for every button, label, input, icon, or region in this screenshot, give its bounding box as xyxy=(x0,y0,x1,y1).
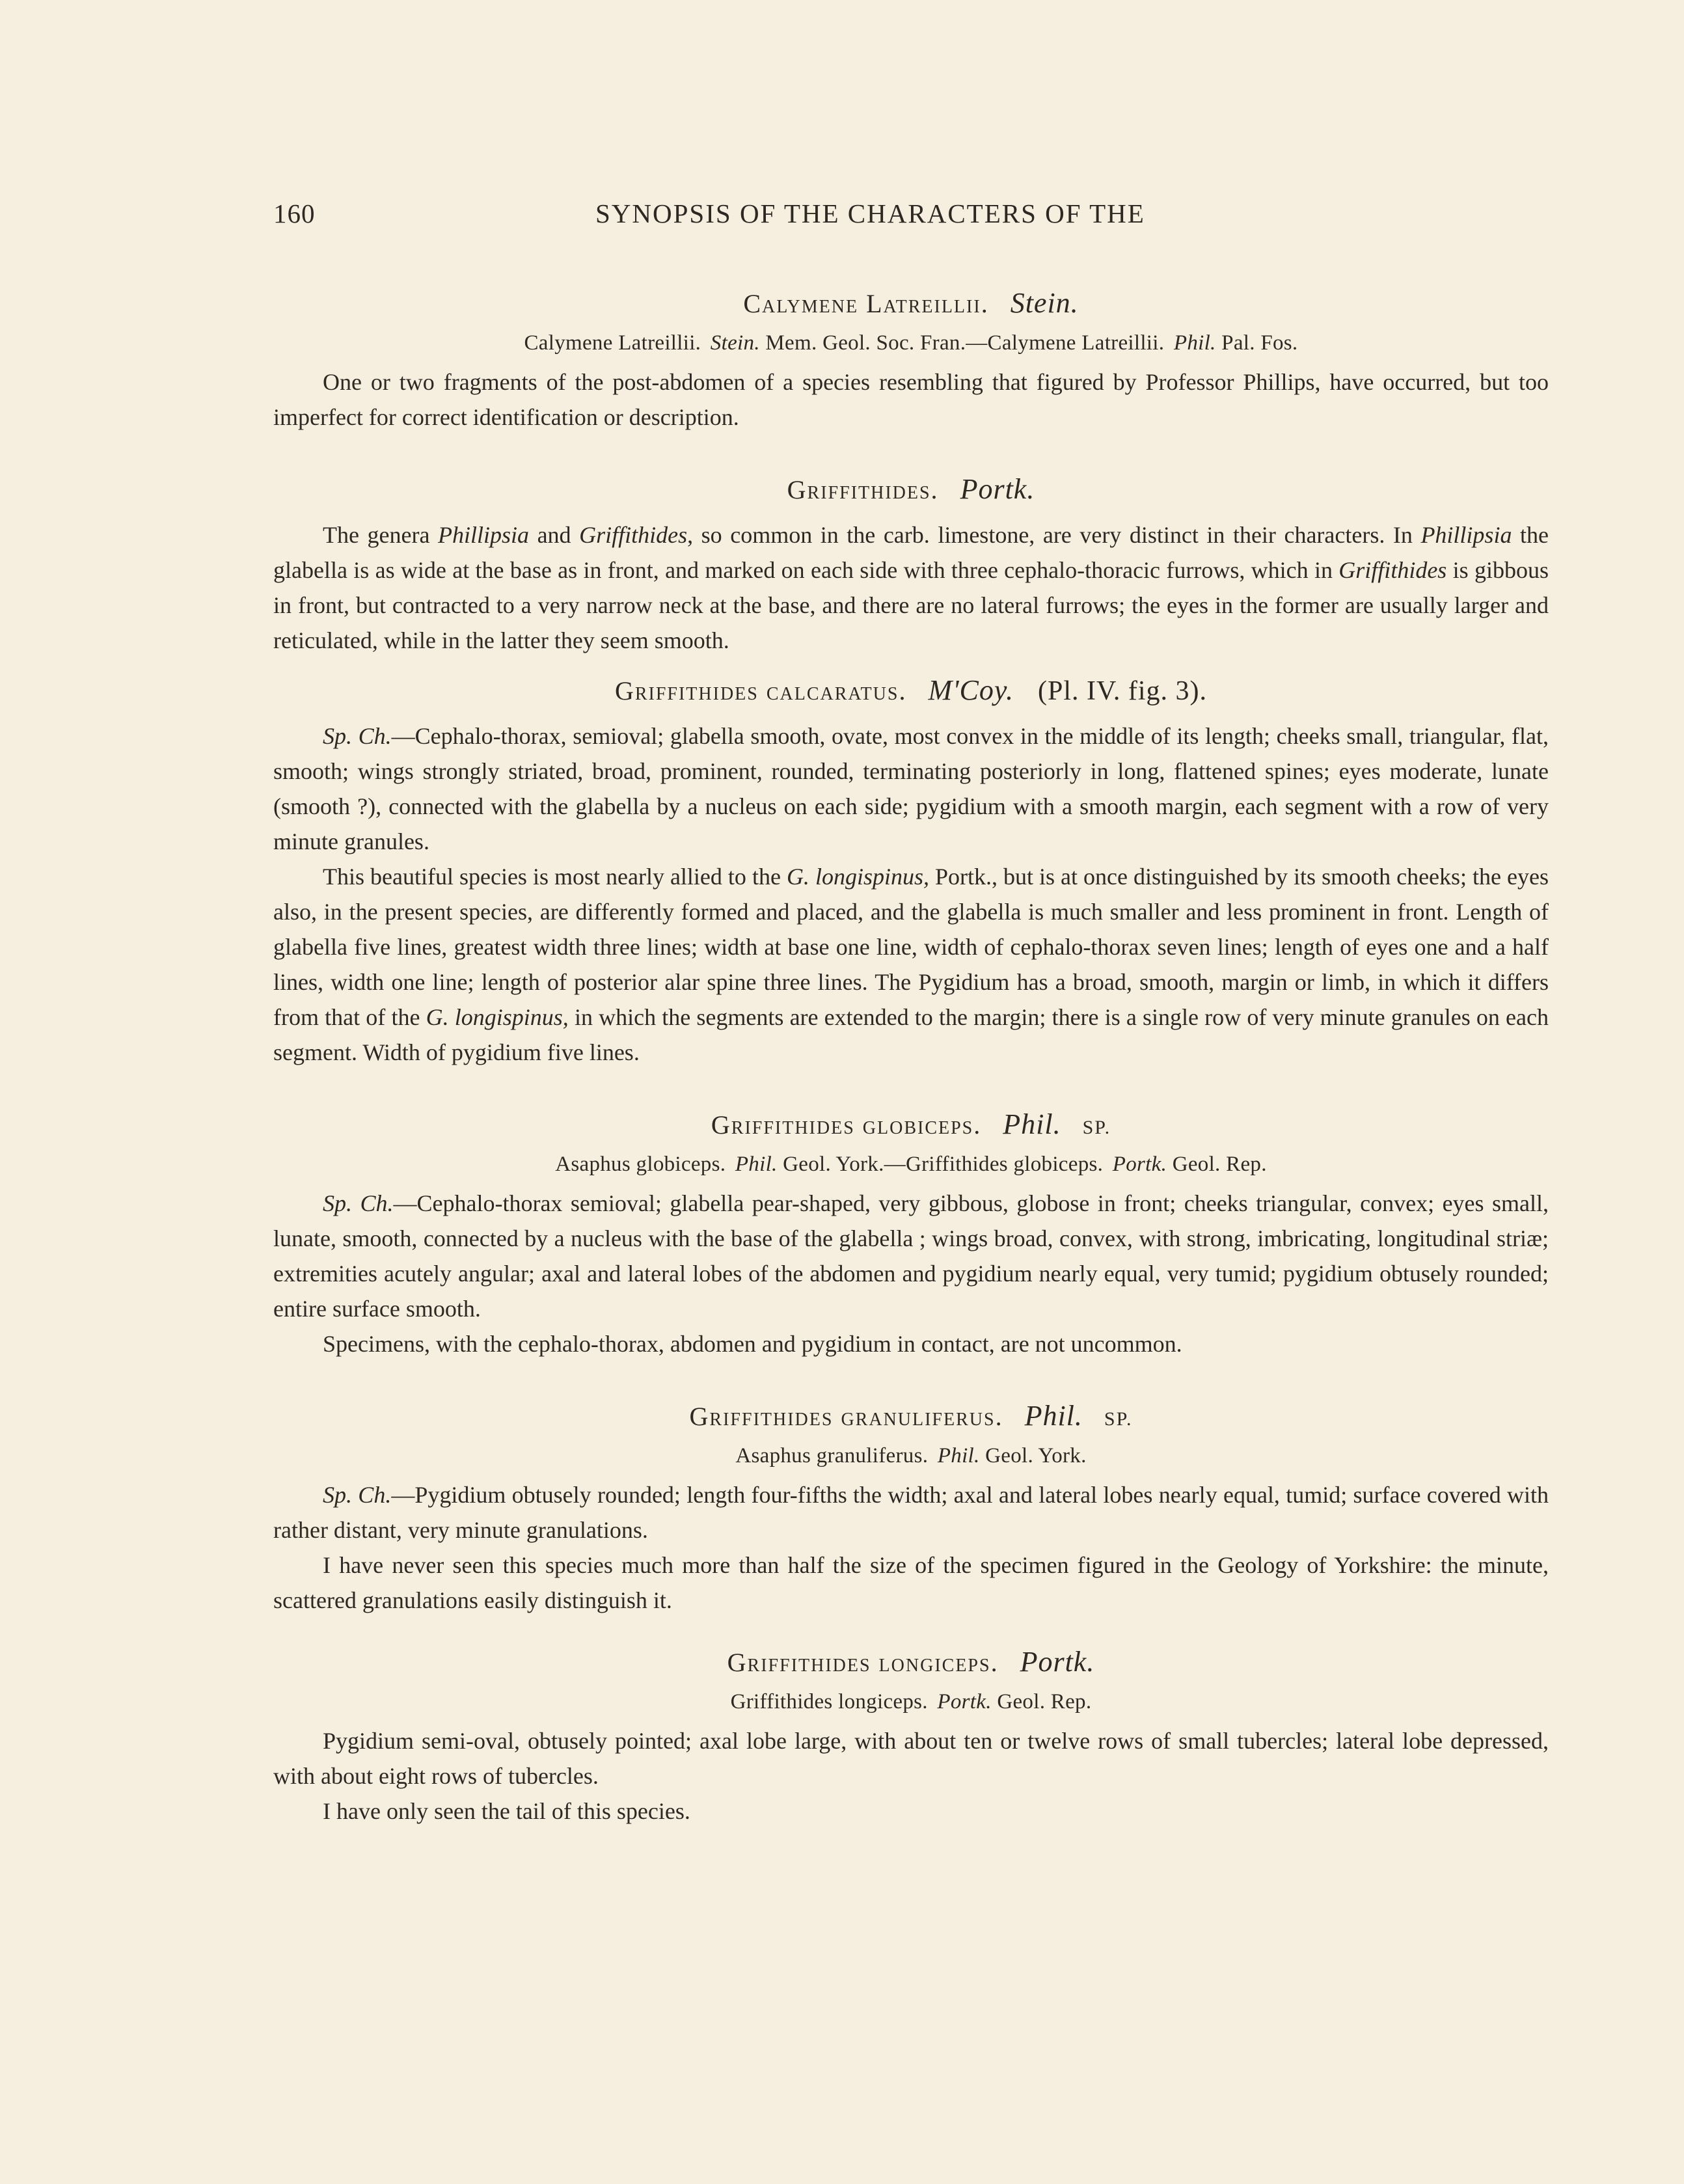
species-name: Griffithides globiceps. xyxy=(711,1110,982,1140)
body-paragraph: Specimens, with the cephalo-thorax, abdomen and pygidium in contact, are not uncommon. xyxy=(323,1331,1182,1357)
text-run: is gibbous in front, but contracted to a very narrow neck at the base, and there are no lateral furrows; the eyes in the former are usually larger and reticulated, while in the latter they seem smooth. xyxy=(273,557,1549,653)
body-paragraph: One or two fragments of the post-abdomen of a species resembling that figured by Professor Phillips, have occurred, but too imperfect for correct identification or description. xyxy=(273,369,1549,430)
synonym-reference: Pal. Fos. xyxy=(1221,331,1298,355)
synonym-name: Asaphus granuliferus. xyxy=(735,1444,929,1467)
species-authority: Phil. xyxy=(1024,1400,1083,1432)
species-abbrev: SP. xyxy=(1082,1117,1111,1138)
text-run: and xyxy=(529,522,580,548)
synonym-reference: Geol. Rep. xyxy=(997,1690,1092,1713)
section-griffithides-globiceps xyxy=(273,1108,1549,1361)
species-name: Griffithides longiceps. xyxy=(727,1648,999,1677)
text-run: —Cephalo-thorax semioval; glabella pear-shaped, very gibbous, globose in front; cheeks triangular, convex; eyes small, lunate, smooth, connected by a nucleus with the base of the glabella ; wings broad, convex, with strong, imbricating, longitudinal striæ; extremities acutely angular; axal and lateral lobes of the abdomen and pygidium nearly equal, very tumid; pygidium obtusely rounded; entire surface smooth. xyxy=(273,1190,1549,1322)
text-run: in which the segments are extended to the margin; there is a single row of very minute granules on each segment. Width of pygidium five lines. xyxy=(273,1004,1549,1065)
specific-characters-paragraph xyxy=(273,718,1549,859)
species-italic: G. longispinus, xyxy=(426,1004,569,1030)
synonym-authority: Phil. xyxy=(735,1153,778,1176)
text-run: —Pygidium obtusely rounded; length four-fifths the width; axal and lateral lobes nearly equal, tumid; surface covered with rather distant, very minute granulations. xyxy=(273,1482,1549,1543)
species-abbrev: SP. xyxy=(1104,1408,1133,1430)
section-griffithides xyxy=(273,472,1549,658)
text-run: the glabella is as wide at the base as in front, and marked on each side with three cephalo-thoracic furrows, which in xyxy=(273,522,1549,583)
running-title: SYNOPSIS OF THE CHARACTERS OF THE xyxy=(595,198,1145,228)
species-name: Calymene Latreillii. xyxy=(743,289,989,318)
species-heading xyxy=(273,1399,1549,1432)
synonym-authority: Stein. xyxy=(710,331,760,355)
synonymy-line xyxy=(273,1444,1549,1468)
species-italic: G. longispinus, xyxy=(786,864,929,890)
text-run: , so common in the carb. limestone, are very distinct in their characters. In xyxy=(687,522,1421,548)
synonymy-line xyxy=(273,331,1549,355)
species-name: Griffithides calcaratus. xyxy=(614,676,907,705)
body-paragraph xyxy=(273,517,1549,658)
genus-italic: Phillipsia xyxy=(438,522,530,548)
synonym-reference: Geol. York. xyxy=(985,1444,1087,1467)
synonym-authority: Portk. xyxy=(937,1690,992,1713)
sp-ch-label: Sp. Ch. xyxy=(323,723,392,749)
specific-characters-paragraph xyxy=(273,1477,1549,1548)
synonym-authority: Portk. xyxy=(1112,1153,1167,1176)
synonymy-line xyxy=(273,1690,1549,1714)
section-griffithides-longiceps xyxy=(273,1645,1549,1829)
species-heading xyxy=(273,1108,1549,1141)
species-name: Griffithides granuliferus. xyxy=(689,1402,1003,1431)
species-authority: Phil. xyxy=(1003,1108,1061,1140)
running-head xyxy=(273,189,1549,241)
section-calymene-latreillii xyxy=(273,286,1549,435)
species-authority: M'Coy. xyxy=(928,674,1014,706)
section-griffithides-granuliferus xyxy=(273,1399,1549,1618)
body-paragraph: I have never seen this species much more than half the size of the specimen figured in the Geology of Yorkshire: the minute, scattered granulations easily distinguish it. xyxy=(273,1552,1549,1613)
section-griffithides-calcaratus xyxy=(273,674,1549,1070)
synonym-reference: Geol. Rep. xyxy=(1172,1153,1267,1176)
book-page xyxy=(273,189,1549,1829)
synonym-name: Griffithides longiceps. xyxy=(730,1690,928,1713)
species-authority: Portk. xyxy=(1020,1646,1095,1678)
body-paragraph xyxy=(273,859,1549,1070)
species-heading xyxy=(273,286,1549,320)
sp-ch-label: Sp. Ch. xyxy=(323,1190,394,1216)
text-run: The genera xyxy=(323,522,438,548)
genus-italic: Griffithides xyxy=(1338,557,1447,583)
plate-reference: (Pl. IV. fig. 3). xyxy=(1037,676,1208,706)
species-heading xyxy=(273,1645,1549,1678)
synonymy-line xyxy=(273,1153,1549,1177)
synonym-authority: Phil. xyxy=(937,1444,980,1467)
genus-italic: Phillipsia xyxy=(1420,522,1512,548)
text-run: Portk., but is at once distinguished by its smooth cheeks; the eyes also, in the present species, are differently formed and placed, and the glabella is much smaller and less prominent in front. Length of glabella five lines, greatest width three lines; width at base one line, width of cephalo-thorax seven lines; length of eyes one and a half lines, width one line; length of posterior alar spine three lines. The Pygidium has a broad, smooth, margin or limb, in which it differs from that of the xyxy=(273,864,1549,1030)
sp-ch-label: Sp. Ch. xyxy=(323,1482,392,1508)
specific-characters-paragraph xyxy=(273,1186,1549,1326)
species-heading xyxy=(273,674,1549,707)
synonym-name: Asaphus globiceps. xyxy=(555,1153,726,1176)
genus-authority: Portk. xyxy=(960,473,1035,505)
body-paragraph: Pygidium semi-oval, obtusely pointed; axal lobe large, with about ten or twelve rows of small tubercles; lateral lobe depressed, with about eight rows of tubercles. xyxy=(273,1728,1549,1789)
synonym-reference: Geol. York.—Griffithides globiceps. xyxy=(783,1153,1104,1176)
text-run: This beautiful species is most nearly allied to the xyxy=(323,864,787,890)
genus-name: Griffithides. xyxy=(787,475,939,504)
genus-italic: Griffithides xyxy=(579,522,688,548)
text-run: —Cephalo-thorax, semioval; glabella smooth, ovate, most convex in the middle of its length; cheeks small, triangular, flat, smooth; wings strongly striated, broad, prominent, rounded, terminating posteriorly in long, flattened spines; eyes moderate, lunate (smooth ?), connected with the glabella by a nucleus on each side; pygidium with a smooth margin, each segment with a row of very minute granules. xyxy=(273,723,1549,854)
synonym-reference: Mem. Geol. Soc. Fran.—Calymene Latreillii. xyxy=(765,331,1165,355)
body-paragraph: I have only seen the tail of this species. xyxy=(323,1798,690,1824)
synonym-authority: Phil. xyxy=(1173,331,1216,355)
synonym-name: Calymene Latreillii. xyxy=(524,331,701,355)
species-authority: Stein. xyxy=(1010,287,1079,319)
page-number: 160 xyxy=(273,198,316,228)
genus-heading xyxy=(273,472,1549,506)
